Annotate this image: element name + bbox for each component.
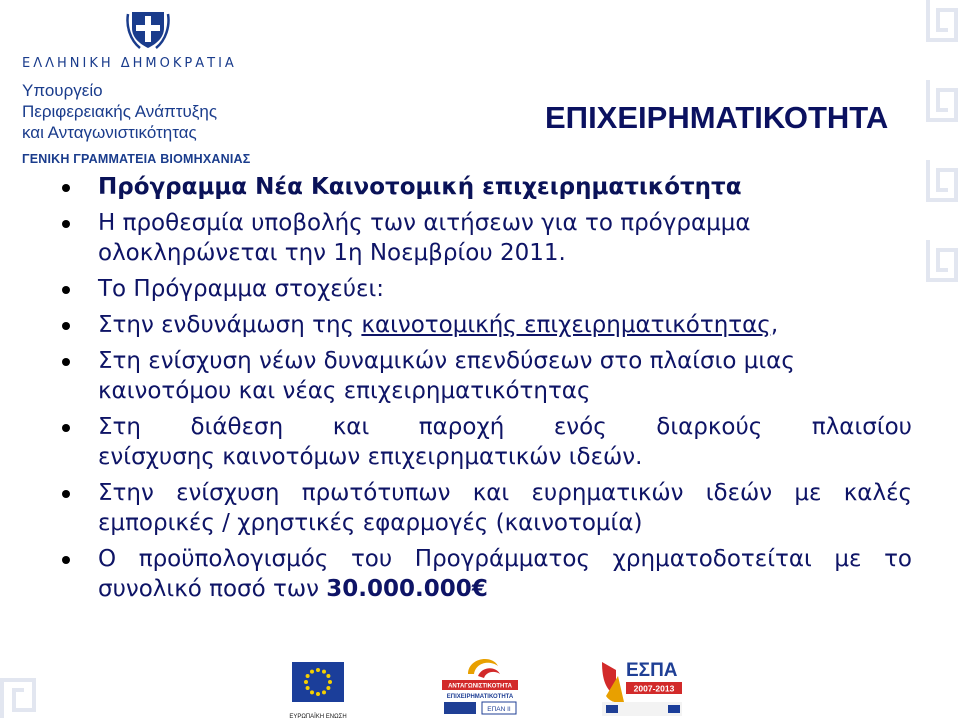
greek-coat-of-arms-icon <box>126 6 170 50</box>
footer-logos <box>0 648 960 720</box>
espa-years: 2007-2013 <box>633 683 675 694</box>
euro-sign: € <box>471 576 488 602</box>
bullet-item <box>62 274 912 304</box>
bullet-item <box>62 544 912 604</box>
bullet-text-underlined: καινοτομικής επιχειρηματικότητας <box>361 312 771 338</box>
slide-title: ΕΠΙΧΕΙΡΗΜΑΤΙΚΟΤΗΤΑ <box>545 100 889 135</box>
bullet-item <box>62 172 912 202</box>
meander-decoration <box>924 0 960 320</box>
republic-label: ΕΛΛΗΝΙΚΗ ΔΗΜΟΚΡΑΤΙΑ <box>22 56 237 71</box>
ministry-line: Υπουργείο <box>22 81 103 100</box>
bullet-text-prefix: Στην ενδυνάμωση της <box>98 312 362 338</box>
bullet-item <box>62 208 912 268</box>
bullet-text-suffix: , <box>770 312 779 338</box>
ep-badge: ΕΠΑΝ ΙΙ <box>487 706 511 713</box>
bullet-text-line1: Στη διάθεση και παροχή ενός διαρκούς πλαισίου <box>98 414 912 440</box>
bullet-text-line2: ενίσχυσης καινοτόμων επιχειρηματικών ιδεών. <box>98 444 643 470</box>
ministry-line: και Ανταγωνιστικότητας <box>22 123 197 142</box>
bullet-text: Στην ενίσχυση πρωτότυπων και ευρηματικών ιδεών με καλές εμπορικές / χρηστικές εφαρμογές (καινοτομία) <box>98 480 912 536</box>
budget-amount: 30.000.000 <box>326 576 472 602</box>
bullet-text: Πρόγραμμα Νέα Καινοτομική επιχειρηματικότητα <box>98 174 742 200</box>
ep-title: ΑΝΤΑΓΩΝΙΣΤΙΚΟΤΗΤΑ <box>448 683 512 690</box>
espa-title: ΕΣΠΑ <box>626 660 678 681</box>
bullet-text-prefix: Ο προϋπολογισμός του Προγράμματος χρηματοδοτείται με το συνολικό ποσό των <box>98 546 912 602</box>
bullet-text: Στη ενίσχυση νέων δυναμικών επενδύσεων στο πλαίσιο μιας καινοτόμου και νέας επιχειρηματικότητας <box>98 348 795 404</box>
espa-logo <box>596 652 686 718</box>
bullet-item <box>62 310 912 340</box>
ministry-name <box>22 80 217 143</box>
bullet-text: Το Πρόγραμμα στοχεύει: <box>98 276 384 302</box>
ep-subtitle: ΕΠΙΧΕΙΡΗΜΑΤΙΚΟΤΗΤΑ <box>446 694 514 700</box>
bullet-text: Η προθεσμία υποβολής των αιτήσεων για το πρόγραμμα ολοκληρώνεται την 1η Νοεμβρίου 2011. <box>98 210 751 266</box>
competitiveness-program-logo <box>438 652 522 718</box>
ministry-line: Περιφερειακής Ανάπτυξης <box>22 102 218 121</box>
bullet-item <box>62 412 912 472</box>
bullet-item <box>62 478 912 538</box>
eu-caption: ΕΥΡΩΠΑΪΚΗ ΕΝΩΣΗ <box>289 714 347 720</box>
eu-flag-icon <box>290 658 346 718</box>
bullet-list <box>62 172 912 610</box>
bullet-item <box>62 346 912 406</box>
secretariat-label: ΓΕΝΙΚΗ ΓΡΑΜΜΑΤΕΙΑ ΒΙΟΜΗΧΑΝΙΑΣ <box>22 152 251 166</box>
